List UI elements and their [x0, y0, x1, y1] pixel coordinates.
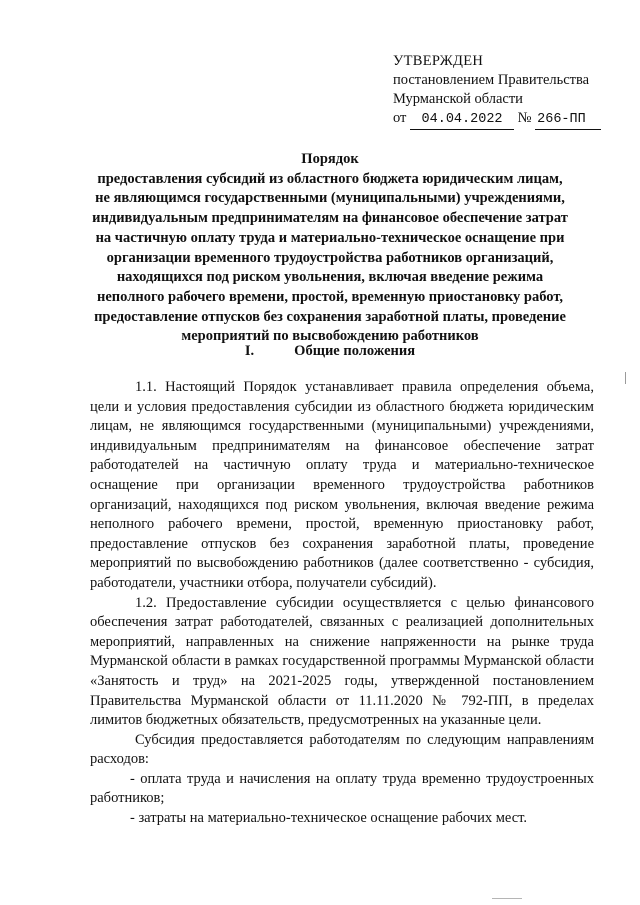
paragraph-1-1: 1.1. Настоящий Порядок устанавливает правила определения объема, цели и условия предоставления субсидии из областного бюджета юридическим лицам, не являющимся государственными (муниципальными) учреждениями, индивидуальным предпринимателям на финансовое обеспечение затрат работодателей на частичную оплату труда и материально-техническое оснащение при организации временного трудоустройства работников организаций, находящихся под риском увольнения, включая введение режима неполного рабочего времени, простой, временную приостановку работ, предоставление отпусков без сохранения заработной платы, проведение мероприятий по высвобождению работников (далее соответственно - субсидия, работодатели, участники отбора, получатели субсидий).: [90, 379, 594, 591]
title-line: находящихся под риском увольнения, включая введение режима: [116, 269, 544, 286]
title-line: индивидуальным предпринимателям на финансовое обеспечение затрат: [92, 210, 568, 227]
title-line: не являющимся государственными (муниципальными) учреждениями,: [95, 190, 565, 207]
scan-bottom-mark: [492, 898, 522, 899]
approval-number-prefix: №: [517, 110, 532, 126]
document-title: [80, 150, 580, 347]
title-line: предоставления субсидий из областного бюджета юридическим лицам,: [97, 170, 563, 187]
approval-line-1: постановлением Правительства: [393, 72, 590, 88]
approval-number: 266-ПП: [535, 110, 601, 130]
section-heading: [80, 343, 580, 360]
title-line: мероприятий по высвобождению работников: [181, 328, 479, 345]
scan-edge-mark: [625, 372, 626, 384]
approval-date-number-row: [393, 109, 613, 130]
list-item: - затраты на материально-техническое оснащение рабочих мест.: [130, 810, 528, 827]
paragraph-1-2: 1.2. Предоставление субсидии осуществляется с целью финансового обеспечения затрат работодателей, связанных с реализацией дополнительных мероприятий, направленных на снижение напряженности на рынке труда Мурманской области в рамках государственной программы Мурманской области «Занятость и труд» на 2021-2025 годы, утвержденной постановлением Правительства Мурманской области от 11.11.2020 № 792-ПП, в пределах лимитов бюджетных обязательств, предусмотренных на указанные цели.: [90, 594, 594, 729]
title-line: предоставление отпусков без сохранения заработной платы, проведение: [94, 308, 566, 325]
section-number: I.: [244, 343, 255, 359]
approval-date: 04.04.2022: [410, 110, 514, 130]
approval-title: УТВЕРЖДЕН: [393, 53, 484, 69]
title-heading: Порядок: [301, 151, 359, 167]
approval-line-2: Мурманской области: [393, 91, 523, 107]
list-item: - оплата труда и начисления на оплату труда временно трудоустроенных работников;: [90, 770, 594, 807]
paragraph-subsidy-directions: Субсидия предоставляется работодателям по следующим направлениям расходов:: [90, 731, 594, 768]
document-body: [90, 378, 594, 829]
title-line: неполного рабочего времени, простой, временную приостановку работ,: [97, 288, 563, 305]
approval-stamp: [393, 52, 613, 130]
title-line: организации временного трудоустройства работников организаций,: [106, 249, 554, 266]
title-line: на частичную оплату труда и материально-техническое оснащение при: [95, 229, 565, 246]
approval-date-prefix: от: [393, 110, 407, 126]
section-title: Общие положения: [294, 343, 416, 359]
